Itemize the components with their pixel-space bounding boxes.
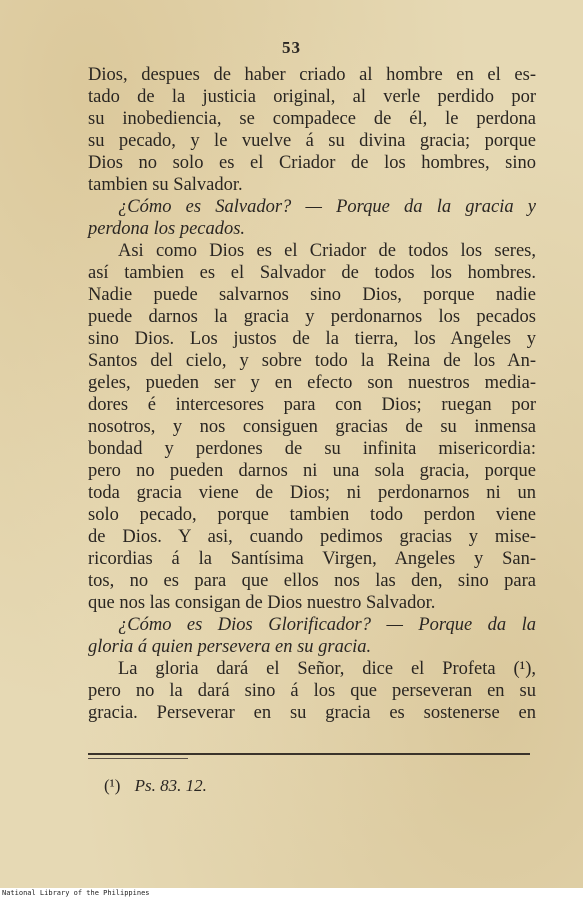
text-line: ¿Cómo es Salvador? — Porque da la gracia y — [118, 197, 536, 217]
footnote — [104, 776, 207, 796]
text-line: dores é intercesores para con Dios; ruegan por — [88, 395, 536, 415]
text-line: ricordias á la Santísima Virgen, Angeles y San- — [88, 549, 536, 569]
footnote-rule-short — [88, 758, 188, 759]
text-line: tambien su Salvador. — [88, 175, 243, 195]
text-line: pero no la dará sino á los que perseveran en su — [88, 681, 536, 701]
footnote-reference: Ps. 83. 12. — [134, 776, 207, 795]
text-line: ¿Cómo es Dios Glorificador? — Porque da la — [118, 615, 536, 635]
text-line: gracia. Perseverar en su gracia es sostenerse en — [88, 703, 536, 723]
page-number: 53 — [282, 38, 301, 57]
body-text — [88, 64, 536, 724]
footnote-rule — [88, 753, 530, 755]
text-line: perdona los pecados. — [88, 219, 246, 239]
text-line: Dios, despues de haber criado al hombre en el es- — [88, 65, 536, 85]
text-line: nosotros, y nos consiguen gracias de su inmensa — [88, 417, 536, 437]
text-line: puede darnos la gracia y perdonarnos los pecados — [88, 307, 536, 327]
text-line: gloria á quien persevera en su gracia. — [88, 637, 372, 657]
footnote-marker: (¹) — [104, 776, 121, 795]
library-credit: National Library of the Philippines — [2, 889, 150, 897]
text-line: tos, no es para que ellos nos las den, sino para — [88, 571, 536, 591]
text-line: su inobediencia, se compadece de él, le perdona — [88, 109, 536, 129]
text-line: de Dios. Y asi, cuando pedimos gracias y mise- — [88, 527, 536, 547]
text-line: Nadie puede salvarnos sino Dios, porque nadie — [88, 285, 536, 305]
text-line: sino Dios. Los justos de la tierra, los Angeles y — [88, 329, 536, 349]
text-line: toda gracia viene de Dios; ni perdonarnos ni un — [88, 483, 536, 503]
text-line: pero no pueden darnos ni una sola gracia, porque — [88, 461, 536, 481]
text-line: que nos las consigan de Dios nuestro Salvador. — [88, 593, 436, 613]
text-line: su pecado, y le vuelve á su divina gracia; porque — [88, 131, 536, 151]
text-line: tado de la justicia original, al verle perdido por — [88, 87, 536, 107]
text-line: bondad y perdones de su infinita misericordia: — [88, 439, 536, 459]
text-line: Dios no solo es el Criador de los hombres, sino — [88, 153, 536, 173]
text-line: Santos del cielo, y sobre todo la Reina de los An- — [88, 351, 536, 371]
text-line: Asi como Dios es el Criador de todos los seres, — [118, 241, 536, 261]
text-line: La gloria dará el Señor, dice el Profeta (¹), — [118, 659, 536, 679]
text-line: geles, pueden ser y en efecto son nuestros media- — [88, 373, 536, 393]
text-line: así tambien es el Salvador de todos los hombres. — [88, 263, 536, 283]
text-line: solo pecado, porque tambien todo perdon viene — [88, 505, 536, 525]
